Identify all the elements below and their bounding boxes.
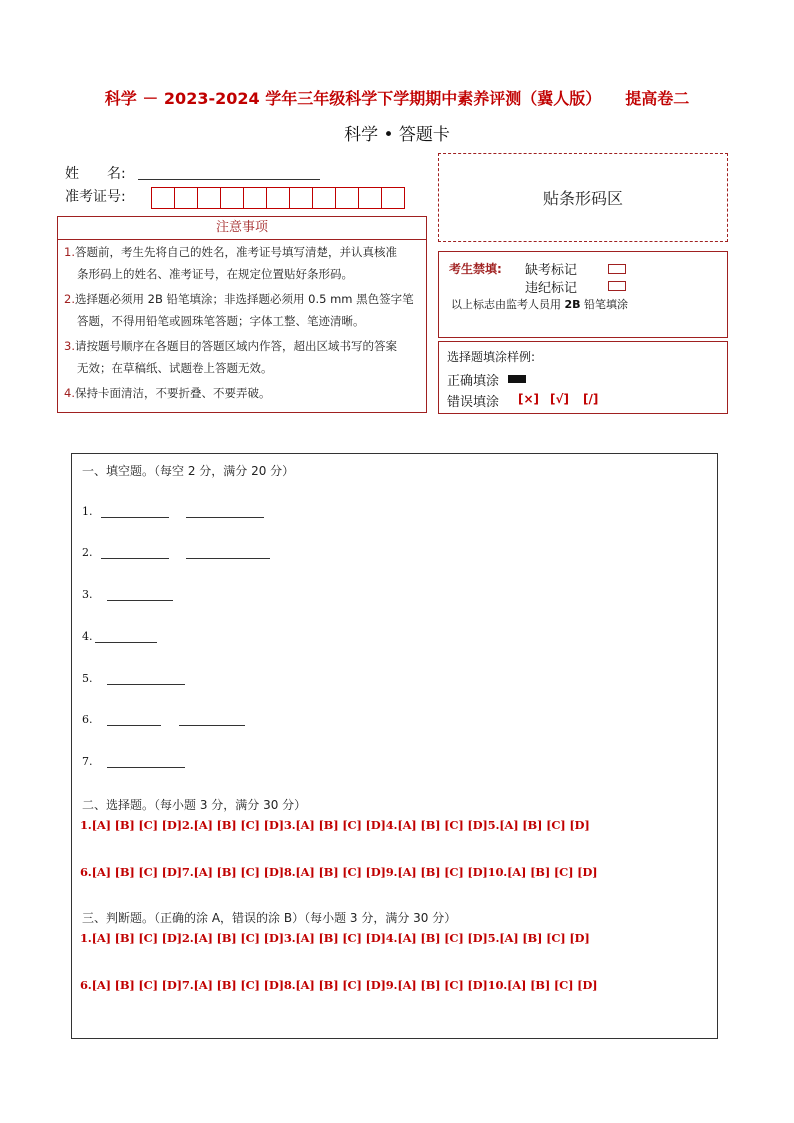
notice-box xyxy=(57,216,427,413)
section2-heading: 二、选择题。（每小题 3 分，满分 30 分） xyxy=(82,798,307,812)
exam-id-digit-box[interactable] xyxy=(243,187,267,209)
answer-blank[interactable] xyxy=(101,544,169,559)
exam-id-digit-box[interactable] xyxy=(335,187,359,209)
answer-area xyxy=(71,453,718,1039)
card-subtitle: 科学 • 答题卡 xyxy=(344,125,450,145)
fill-question-row: 6. xyxy=(82,710,245,726)
correct-fill-mark xyxy=(508,375,526,383)
wrong-mark-check: [√] xyxy=(550,392,569,406)
barcode-label: 贴条形码区 xyxy=(542,189,623,208)
answer-blank[interactable] xyxy=(107,586,173,601)
exam-id-digit-box[interactable] xyxy=(312,187,336,209)
notice-item: 2.选择题必须用 2B 铅笔填涂；非选择题必须用 0.5 mm 黑色签字笔 答题，不得用铅笔或圆珠笔答题；字体工整、笔迹清晰。 xyxy=(64,292,414,328)
violation-mark-box[interactable] xyxy=(608,281,626,291)
forbid-note: 以上标志由监考人员用 2B 铅笔填涂 xyxy=(451,298,629,311)
fill-question-row: 4. xyxy=(82,627,157,643)
section1-heading: 一、填空题。（每空 2 分，满分 20 分） xyxy=(82,464,295,478)
forbid-label: 考生禁填: xyxy=(449,262,502,276)
answer-blank[interactable] xyxy=(179,711,245,726)
exam-id-digit-box[interactable] xyxy=(197,187,221,209)
title-main: 科学 － 2023-2024 学年三年级科学下学期期中素养评测（冀人版） xyxy=(104,89,602,108)
exam-id-label: 准考证号: xyxy=(65,189,126,205)
judge-row[interactable]: 1.[A] [B] [C] [D]2.[A] [B] [C] [D]3.[A] [B] [C] [D]4.[A] [B] [C] [D]5.[A] [B] [C] [D] xyxy=(80,931,590,945)
notice-item: 1.答题前，考生先将自己的姓名，准考证号填写清楚，并认真核准 条形码上的姓名、准考证号，在规定位置贴好条形码。 xyxy=(64,245,397,281)
notice-item: 4.保持卡面清洁，不要折叠、不要弄破。 xyxy=(64,386,271,400)
fill-question-row: 2. xyxy=(82,543,270,559)
section3-heading: 三、判断题。（正确的涂 A，错误的涂 B）（每小题 3 分，满分 30 分） xyxy=(82,911,457,925)
answer-blank[interactable] xyxy=(107,670,185,685)
barcode-area xyxy=(438,153,728,242)
fill-question-row: 5. xyxy=(82,669,185,685)
exam-id-digit-box[interactable] xyxy=(174,187,198,209)
choice-row[interactable]: 1.[A] [B] [C] [D]2.[A] [B] [C] [D]3.[A] [B] [C] [D]4.[A] [B] [C] [D]5.[A] [B] [C] [D] xyxy=(80,818,590,832)
fill-question-row: 3. xyxy=(82,585,173,601)
exam-id-digit-box[interactable] xyxy=(220,187,244,209)
exam-id-digit-box[interactable] xyxy=(266,187,290,209)
choice-row[interactable]: 6.[A] [B] [C] [D]7.[A] [B] [C] [D]8.[A] [B] [C] [D]9.[A] [B] [C] [D]10.[A] [B] [C] [D] xyxy=(80,865,598,879)
wrong-mark-slash: [/] xyxy=(583,392,599,406)
judge-row[interactable]: 6.[A] [B] [C] [D]7.[A] [B] [C] [D]8.[A] [B] [C] [D]9.[A] [B] [C] [D]10.[A] [B] [C] [D] xyxy=(80,978,598,992)
fill-question-row: 7. xyxy=(82,752,185,768)
notice-heading: 注意事项 xyxy=(58,217,426,240)
answer-blank[interactable] xyxy=(107,711,161,726)
answer-blank[interactable] xyxy=(101,503,169,518)
fill-sample-box xyxy=(438,341,728,414)
wrong-fill-label: 错误填涂 xyxy=(447,395,500,410)
examinee-forbidden-box xyxy=(438,251,728,338)
page-title xyxy=(0,86,794,109)
exam-id-digit-box[interactable] xyxy=(289,187,313,209)
title-suffix: 提高卷二 xyxy=(625,89,690,108)
answer-blank[interactable] xyxy=(186,503,264,518)
notice-item: 3.请按题号顺序在各题目的答题区域内作答，超出区域书写的答案 无效；在草稿纸、试题卷上答题无效。 xyxy=(64,339,397,375)
answer-blank[interactable] xyxy=(107,753,185,768)
name-label: 姓 名: xyxy=(65,166,126,182)
exam-id-digit-box[interactable] xyxy=(381,187,405,209)
violation-mark-label: 违纪标记 xyxy=(525,281,578,296)
answer-blank[interactable] xyxy=(186,544,270,559)
fill-question-row: 1. xyxy=(82,502,264,518)
exam-id-digit-box[interactable] xyxy=(358,187,382,209)
name-field[interactable] xyxy=(138,165,320,180)
absent-mark-label: 缺考标记 xyxy=(525,263,578,278)
sample-heading: 选择题填涂样例: xyxy=(447,350,536,364)
exam-id-digit-box[interactable] xyxy=(151,187,175,209)
absent-mark-box[interactable] xyxy=(608,264,626,274)
wrong-mark-cross: [×] xyxy=(518,392,540,406)
answer-blank[interactable] xyxy=(95,628,157,643)
correct-fill-label: 正确填涂 xyxy=(447,374,500,389)
exam-id-boxes[interactable] xyxy=(151,187,404,209)
